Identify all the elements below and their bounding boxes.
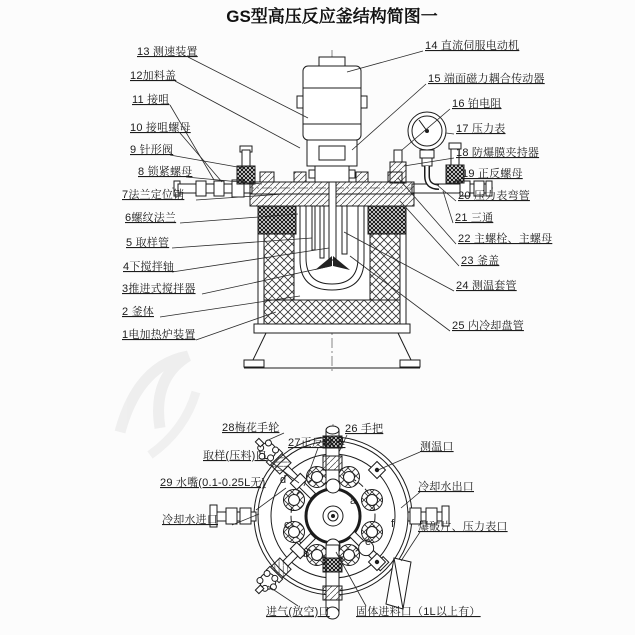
part-label-12: 12加料盖 <box>130 70 177 82</box>
diagram-title: GS型高压反应釜结构简图一 <box>226 7 438 26</box>
label-temp-port: 测温口 <box>420 441 454 453</box>
part-label-5: 5 取样管 <box>126 237 170 249</box>
part-label-8: 8 锁紧螺母 <box>138 166 193 178</box>
label-solid-feed-port: 固体进料口（1L以上有） <box>356 606 481 618</box>
part-label-14: 14 直流伺服电动机 <box>425 40 520 52</box>
port-letter-b: b <box>303 548 310 560</box>
part-label-13: 13 测速装置 <box>137 46 198 58</box>
motor-assembly <box>297 57 367 182</box>
label-reverse-nut: 27正反螺母 <box>288 437 346 449</box>
part-label-1: 1电加热炉装置 <box>122 329 196 341</box>
label-water-nozzle: 29 水嘴(0.1-0.25L无) <box>160 477 266 489</box>
part-label-24: 24 测温套管 <box>456 280 517 292</box>
part-label-11: 11 接咀 <box>132 94 170 106</box>
label-cooling-inlet: 冷却水进口 <box>162 514 218 526</box>
label-cooling-outlet: 冷却水出口 <box>418 481 474 493</box>
port-letter-d: d <box>280 474 287 486</box>
part-label-6: 6螺纹法兰 <box>125 212 177 224</box>
part-label-3: 3推进式搅拌器 <box>122 283 196 295</box>
part-label-9: 9 针形阀 <box>130 144 174 156</box>
label-plum-handwheel: 28梅花手轮 <box>222 422 280 434</box>
label-gas-vent-port: 进气(放空)口 <box>266 606 330 618</box>
part-label-17: 17 压力表 <box>456 123 506 135</box>
label-sampling-port: 取样(压料)口 <box>203 450 267 462</box>
part-label-25: 25 内冷却盘管 <box>452 320 524 332</box>
part-label-23: 23 釜盖 <box>461 255 500 267</box>
port-letter-c: c <box>284 519 290 531</box>
label-rupture-port: 爆破片、压力表口 <box>418 521 508 533</box>
part-label-22: 22 主螺栓、主螺母 <box>458 233 553 245</box>
port-letter-f: f <box>391 518 395 530</box>
port-letter-e: e <box>365 536 372 548</box>
part-label-10: 10 接咀螺母 <box>130 122 191 134</box>
part-label-2: 2 釜体 <box>122 306 154 318</box>
port-letter-a: a <box>350 495 357 507</box>
part-label-19: 19 正反螺母 <box>462 168 523 180</box>
part-label-4: 4下搅拌轴 <box>123 261 175 273</box>
part-label-20: 20 压力表弯管 <box>458 190 530 202</box>
part-label-21: 21 三通 <box>455 212 494 224</box>
part-label-15: 15 端面磁力耦合传动器 <box>428 73 545 85</box>
part-label-7: 7法兰定位销 <box>122 189 185 201</box>
label-handle: 26 手把 <box>345 423 384 435</box>
part-label-16: 16 铂电阻 <box>452 98 502 110</box>
part-label-18: 18 防爆膜夹持器 <box>456 147 540 159</box>
